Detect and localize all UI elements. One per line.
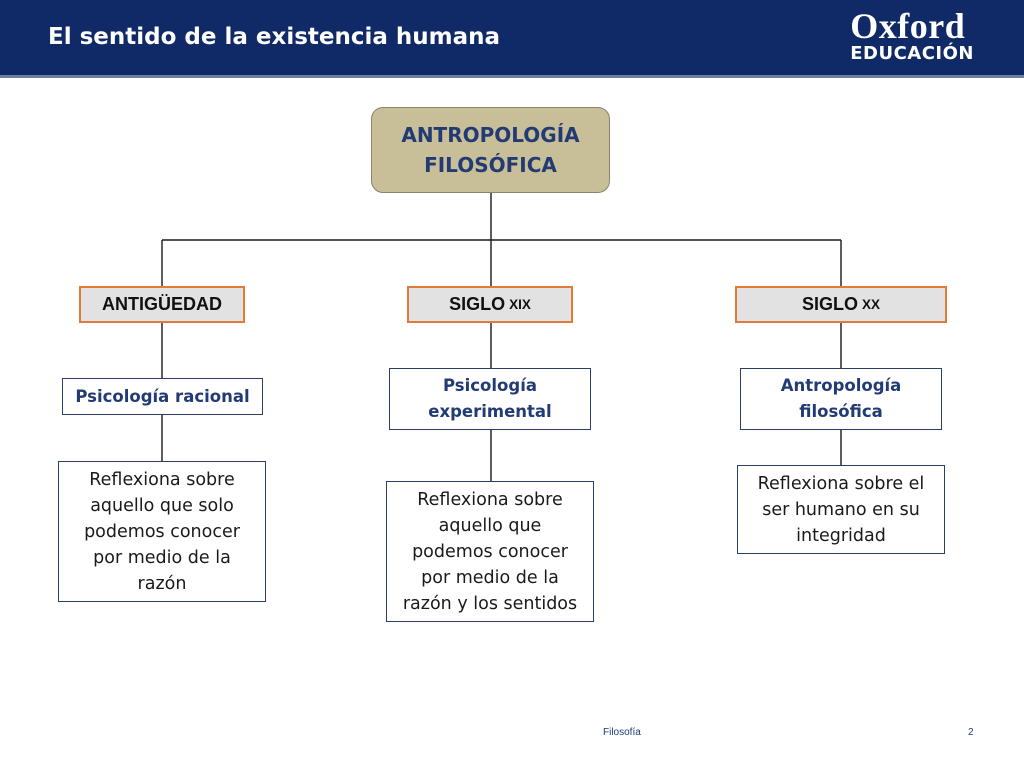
era-roman-numeral: XIX (509, 297, 531, 312)
description-text: Reflexiona sobre el ser humano en su integridad (757, 473, 925, 546)
page-number: 2 (968, 727, 974, 738)
era-roman-numeral: XX (862, 297, 881, 312)
description-node-siglo-xx (737, 465, 945, 554)
era-label: SIGLO (449, 294, 506, 314)
discipline-node-psicologia-experimental (389, 368, 591, 430)
description-text: Reflexiona sobre aquello que solo podemos conocer por medio de la razón (84, 469, 240, 594)
discipline-node-antropologia-filosofica (740, 368, 942, 430)
era-node-antiguedad (79, 286, 245, 323)
discipline-node-psicologia-racional (62, 378, 263, 415)
era-label: SIGLO (801, 294, 858, 314)
description-node-siglo-xix (386, 481, 594, 622)
discipline-label: Antropología filosófica (780, 376, 902, 421)
era-node-siglo-xx (735, 286, 947, 323)
footer-subject: Filosofía (603, 727, 641, 738)
description-node-antiguedad (58, 461, 266, 602)
logo-subtitle: EDUCACIÓN (850, 43, 974, 64)
root-node (371, 107, 610, 193)
discipline-label: Psicología racional (75, 386, 250, 406)
logo-wordmark: Oxford (850, 6, 966, 46)
root-label-line-1: ANTROPOLOGÍA (401, 123, 580, 147)
era-node-siglo-xix (407, 286, 573, 323)
description-text: Reflexiona sobre aquello que podemos conocer por medio de la razón y los sentidos (402, 489, 578, 614)
page-title: El sentido de la existencia humana (48, 24, 501, 50)
root-label-line-2: FILOSÓFICA (424, 153, 557, 177)
discipline-label: Psicología experimental (428, 376, 552, 421)
era-label: ANTIGÜEDAD (102, 294, 222, 314)
